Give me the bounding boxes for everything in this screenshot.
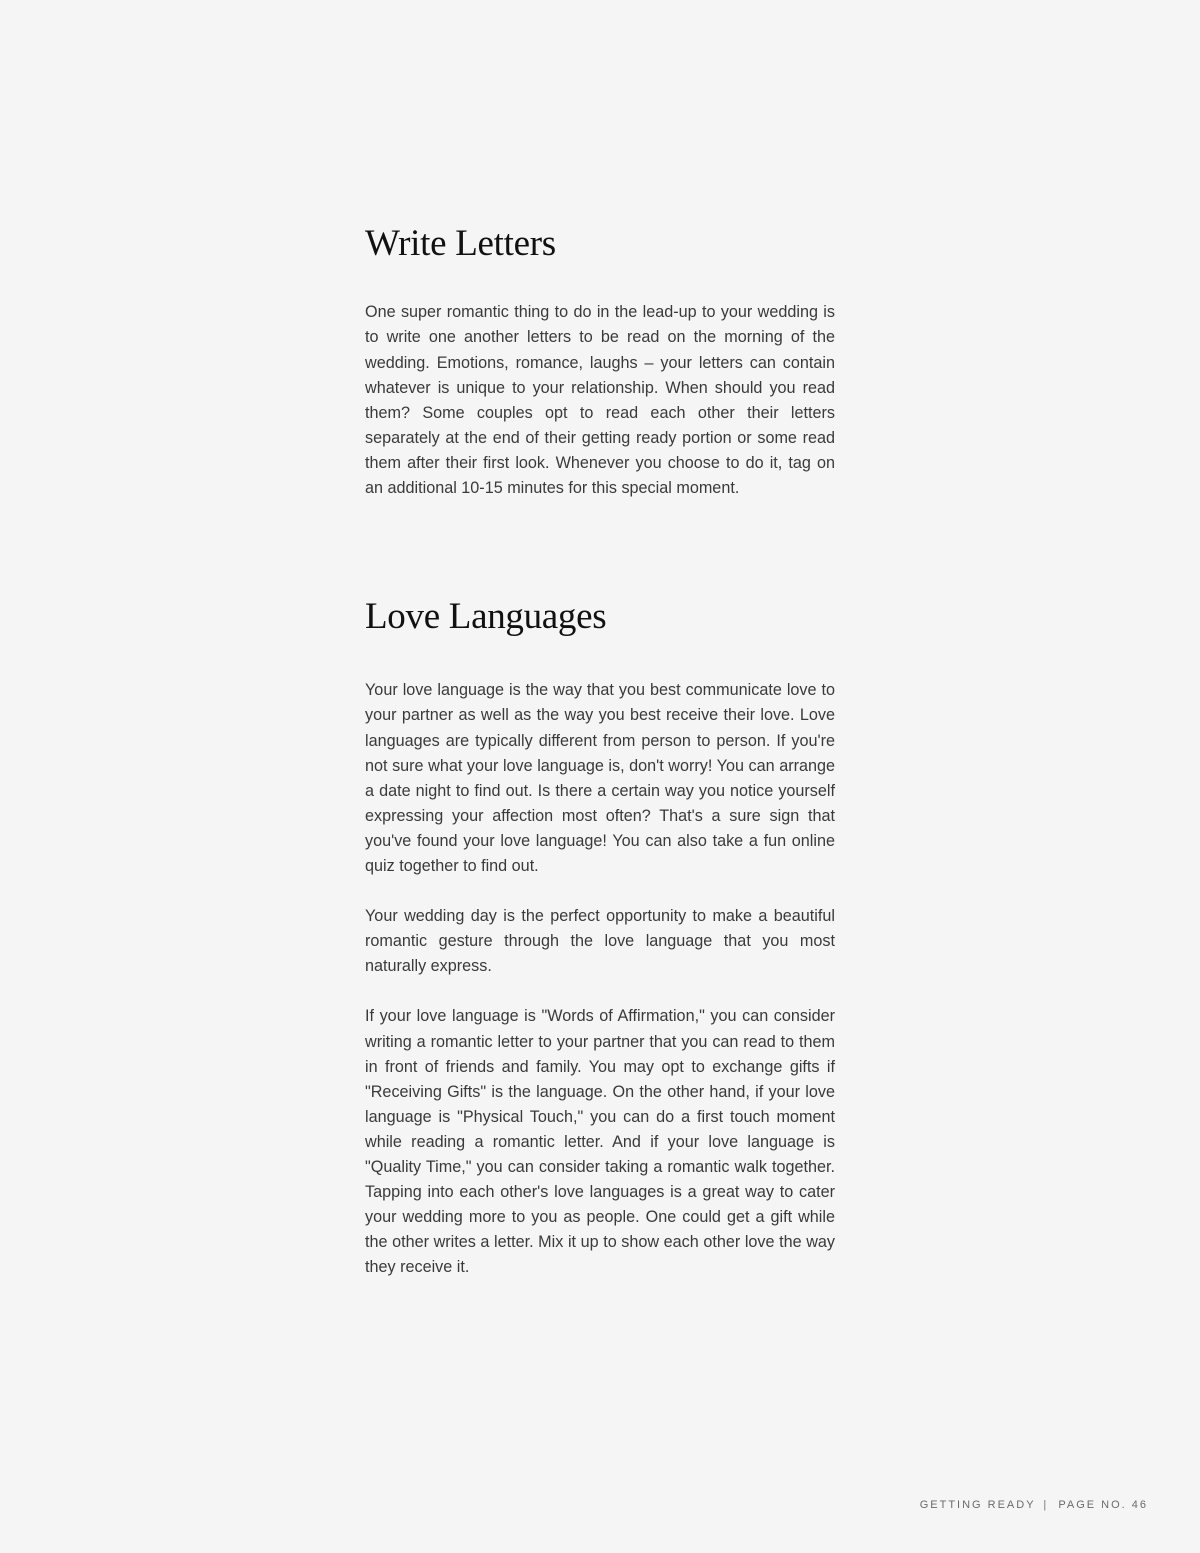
footer-section-label: GETTING READY [919,1499,1036,1511]
footer-separator: | [1043,1499,1049,1511]
footer-page-number: PAGE NO. 46 [1058,1499,1148,1511]
paragraph-write-letters: One super romantic thing to do in the lead-up to your wedding is to write one another letters to be read on the morning of the wedding. Emotions, romance, laughs – your letters can contain whatever is unique to your relationship. When should you read them? Some couples opt to read each other their letters separately at the end of their getting ready portion or some read them after their first look. Whenever you choose to do it, tag on an additional 10-15 minutes for this special moment. [365,303,835,498]
section-title-love-languages: Love Languages [365,596,607,637]
section-title-write-letters: Write Letters [365,223,556,264]
paragraph-love-languages-gesture: Your wedding day is the perfect opportunity to make a beautiful romantic gesture through the love language that you most naturally express. [365,907,835,976]
paragraph-love-languages-intro: Your love language is the way that you best communicate love to your partner as well as the way you best receive their love. Love languages are typically different from person to person. If you're not sure what your love language is, don't worry! You can arrange a date night to find out. Is there a certain way you notice yourself expressing your affection most often? That's a sure sign that you've found your love language! You can also take a fun online quiz together to find out. [365,681,835,876]
paragraph-love-languages-examples: If your love language is "Words of Affirmation," you can consider writing a romantic letter to your partner that you can read to them in front of friends and family. You may opt to exchange gifts if "Receiving Gifts" is the language. On the other hand, if your love language is "Physical Touch," you can do a first touch moment while reading a romantic letter. And if your love language is "Quality Time," you can consider taking a romantic walk together. Tapping into each other's love languages is a great way to cater your wedding more to you as people. One could get a gift while the other writes a letter. Mix it up to show each other love the way they receive it. [365,1007,835,1277]
section-love-languages [365,595,835,1280]
section-write-letters [365,222,835,501]
page-footer [920,1499,1148,1511]
